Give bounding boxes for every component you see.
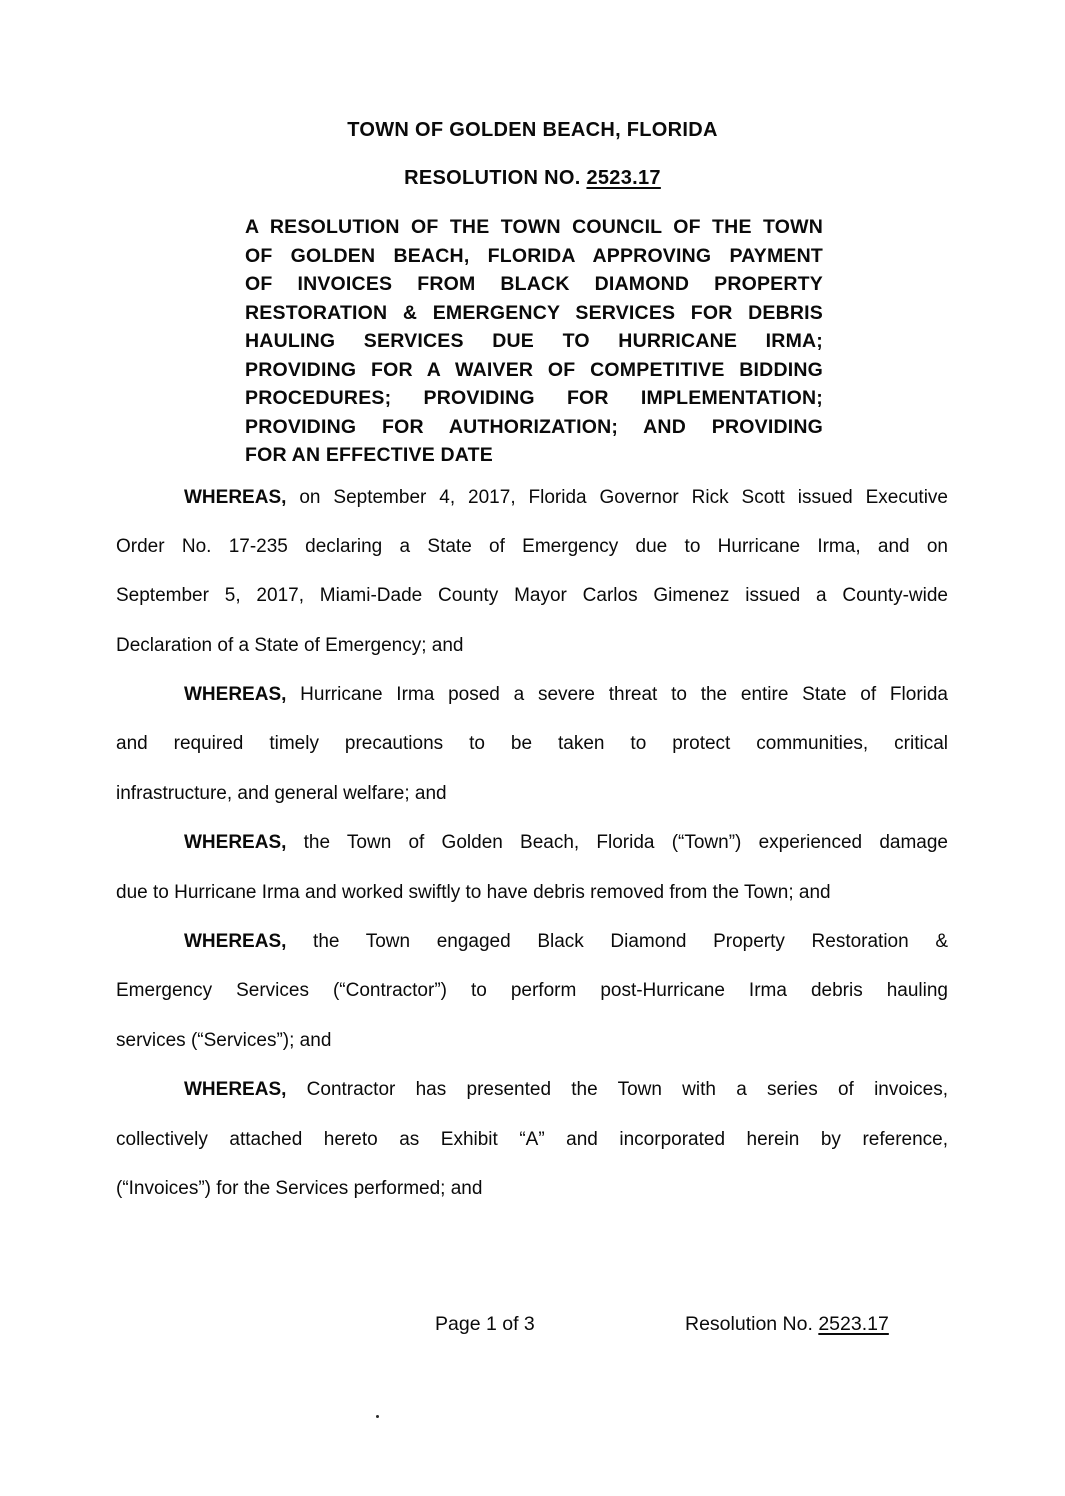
whereas-lead: WHEREAS,	[184, 684, 287, 706]
resolution-heading-number: 2523.17	[586, 167, 661, 189]
paragraph-text: Hurricane Irma posed a severe threat to the entire State of Florida	[286, 684, 948, 706]
paragraph-line: due to Hurricane Irma and worked swiftly to have debris removed from the Town; and	[116, 881, 831, 903]
whereas-lead: WHEREAS,	[184, 931, 287, 953]
scan-artifact-dot	[376, 1415, 379, 1418]
document-title: TOWN OF GOLDEN BEACH, FLORIDA	[347, 119, 718, 141]
caption-line: OF GOLDEN BEACH, FLORIDA APPROVING PAYMENT	[245, 244, 823, 267]
caption-line: HAULING SERVICES DUE TO HURRICANE IRMA;	[245, 330, 823, 352]
whereas-paragraph	[116, 1065, 948, 1213]
footer-resolution-reference	[685, 1311, 889, 1337]
paragraph-text: the Town engaged Black Diamond Property Restoration &	[286, 931, 948, 953]
whereas-lead: WHEREAS,	[184, 486, 287, 508]
paragraph-line: Emergency Services (“Contractor”) to perform post-Hurricane Irma debris hauling	[116, 980, 948, 1002]
paragraph-line: and required timely precautions to be taken to protect communities, critical	[116, 733, 948, 755]
document-body	[116, 473, 948, 1214]
footer-resolution-label: Resolution No.	[685, 1313, 819, 1335]
whereas-lead: WHEREAS,	[184, 832, 287, 854]
page-footer	[0, 1311, 1065, 1337]
page-number-label: Page 1 of 3	[435, 1313, 535, 1335]
resolution-number-heading	[0, 166, 1065, 190]
caption-line: FOR AN EFFECTIVE DATE	[245, 444, 493, 466]
paragraph-line	[116, 1065, 948, 1114]
resolution-caption	[245, 213, 823, 470]
whereas-lead: WHEREAS,	[184, 1079, 287, 1101]
paragraph-line: September 5, 2017, Miami-Dade County Mayor Carlos Gimenez issued a County-wide	[116, 585, 948, 607]
footer-resolution-number: 2523.17	[818, 1313, 889, 1335]
paragraph-line	[116, 917, 948, 966]
paragraph-line: (“Invoices”) for the Services performed; and	[116, 1177, 483, 1199]
whereas-paragraph	[116, 818, 948, 917]
paragraph-line: services (“Services”); and	[116, 1029, 332, 1051]
whereas-paragraph	[116, 473, 948, 671]
caption-line: RESTORATION & EMERGENCY SERVICES FOR DEBRIS	[245, 301, 823, 324]
resolution-heading-label: RESOLUTION NO.	[404, 167, 587, 189]
paragraph-line	[116, 473, 948, 522]
caption-line: OF INVOICES FROM BLACK DIAMOND PROPERTY	[245, 273, 823, 295]
caption-line: PROVIDING FOR AUTHORIZATION; AND PROVIDING	[245, 415, 823, 438]
paragraph-text: the Town of Golden Beach, Florida (“Town”) experienced damage	[286, 832, 948, 854]
paragraph-text: on September 4, 2017, Florida Governor Rick Scott issued Executive	[286, 486, 948, 508]
paragraph-line	[116, 818, 948, 867]
whereas-paragraph	[116, 670, 948, 818]
paragraph-line: collectively attached hereto as Exhibit “A” and incorporated herein by reference,	[116, 1128, 948, 1150]
paragraph-line: Order No. 17-235 declaring a State of Emergency due to Hurricane Irma, and on	[116, 535, 948, 557]
paragraph-line	[116, 670, 948, 719]
paragraph-line: Declaration of a State of Emergency; and	[116, 634, 464, 656]
caption-line: PROCEDURES; PROVIDING FOR IMPLEMENTATION;	[245, 387, 823, 409]
caption-line: A RESOLUTION OF THE TOWN COUNCIL OF THE TOWN	[245, 216, 823, 238]
paragraph-line: infrastructure, and general welfare; and	[116, 782, 447, 804]
paragraph-text: Contractor has presented the Town with a series of invoices,	[286, 1079, 948, 1101]
caption-line: PROVIDING FOR A WAIVER OF COMPETITIVE BIDDING	[245, 358, 823, 381]
whereas-paragraph	[116, 917, 948, 1065]
